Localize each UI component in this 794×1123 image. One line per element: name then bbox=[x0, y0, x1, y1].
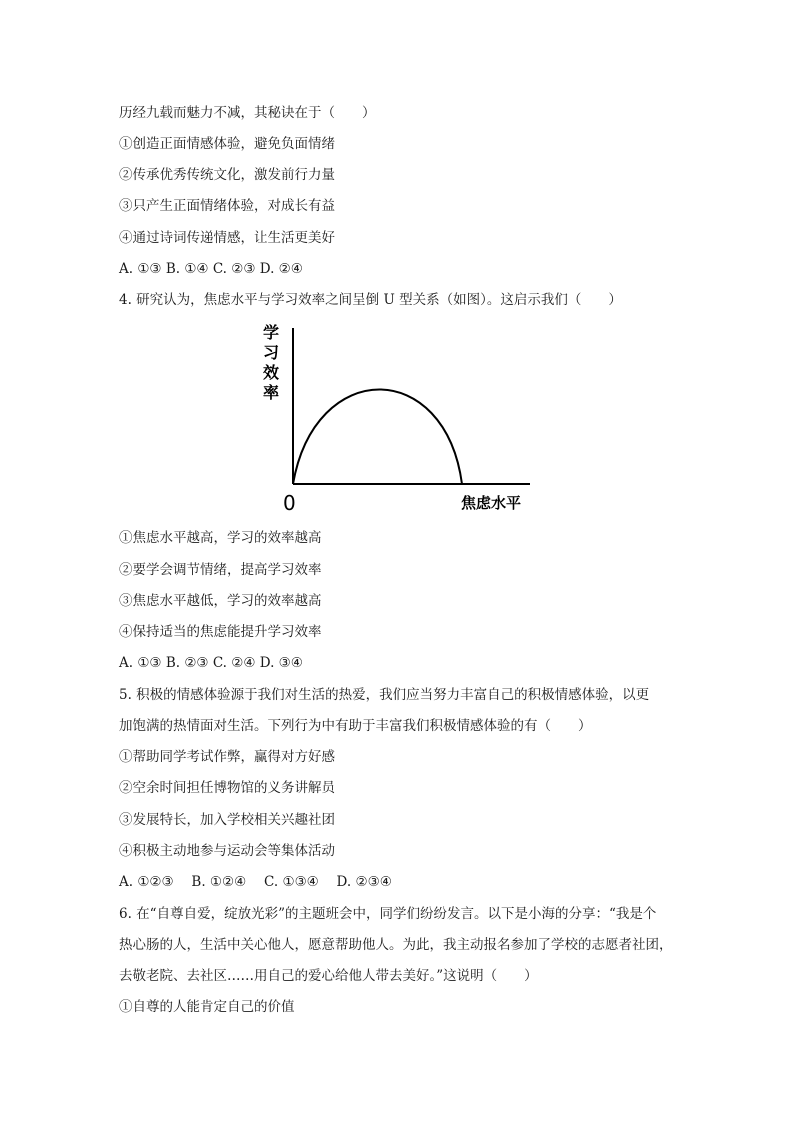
q5-stem-line-1: 5. 积极的情感体验源于我们对生活的热爱，我们应当努力丰富自己的积极情感体验，以更 bbox=[119, 687, 650, 703]
q4-stem: 4. 研究认为，焦虑水平与学习效率之间呈倒 U 型关系（如图）。这启示我们（ ） bbox=[119, 292, 622, 308]
x-label: 焦虑水平 bbox=[461, 494, 522, 512]
q3-option-3: ③只产生正面情绪体验，对成长有益 bbox=[119, 198, 335, 214]
q3-option-2: ②传承优秀传统文化，激发前行力量 bbox=[119, 167, 335, 183]
q5-option-3: ③发展特长，加入学校相关兴趣社团 bbox=[119, 812, 335, 828]
q6-stem-line-3: 去敬老院、去社区……用自己的爱心给他人带去美好。”这说明（ ） bbox=[119, 968, 538, 984]
y-label-char-4: 率 bbox=[263, 383, 280, 402]
q4-option-1: ①焦虑水平越高，学习的效率越高 bbox=[119, 530, 322, 546]
inverted-u-figure bbox=[255, 318, 545, 518]
y-label-char-3: 效 bbox=[263, 363, 280, 382]
q5-choices: A. ①②③ B. ①②④ C. ①③④ D. ②③④ bbox=[119, 874, 392, 890]
inverted-u-chart bbox=[255, 318, 545, 518]
y-label-char-2: 习 bbox=[263, 343, 280, 362]
q4-option-2: ②要学会调节情绪，提高学习效率 bbox=[119, 562, 322, 578]
y-label-char-1: 学 bbox=[263, 323, 280, 342]
q5-option-2: ②空余时间担任博物馆的义务讲解员 bbox=[119, 780, 335, 796]
q6-stem-line-1: 6. 在“自尊自爱，绽放光彩”的主题班会中，同学们纷纷发言。以下是小海的分享：“我是个 bbox=[119, 906, 657, 922]
q5-option-4: ④积极主动地参与运动会等集体活动 bbox=[119, 843, 335, 859]
q3-stem-tail: 历经九载而魅力不减，其秘诀在于（ ） bbox=[119, 105, 376, 121]
q5-option-1: ①帮助同学考试作弊，赢得对方好感 bbox=[119, 749, 335, 765]
q3-choices: A. ①③ B. ①④ C. ②③ D. ②④ bbox=[119, 261, 303, 277]
q4-option-3: ③焦虑水平越低，学习的效率越高 bbox=[119, 593, 322, 609]
origin-label: 0 bbox=[283, 491, 296, 515]
q4-option-4: ④保持适当的焦虑能提升学习效率 bbox=[119, 624, 322, 640]
q4-choices: A. ①③ B. ②③ C. ②④ D. ③④ bbox=[119, 655, 303, 671]
q5-stem-line-2: 加饱满的热情面对生活。下列行为中有助于丰富我们积极情感体验的有（ ） bbox=[119, 718, 592, 734]
q6-option-1: ①自尊的人能肯定自己的价值 bbox=[119, 999, 295, 1015]
q3-option-1: ①创造正面情感体验，避免负面情绪 bbox=[119, 136, 335, 152]
inverted-u-curve bbox=[293, 390, 462, 485]
q3-option-4: ④通过诗词传递情感，让生活更美好 bbox=[119, 230, 335, 246]
q6-stem-line-2: 热心肠的人，生活中关心他人，愿意帮助他人。为此，我主动报名参加了学校的志愿者社团， bbox=[119, 937, 673, 953]
